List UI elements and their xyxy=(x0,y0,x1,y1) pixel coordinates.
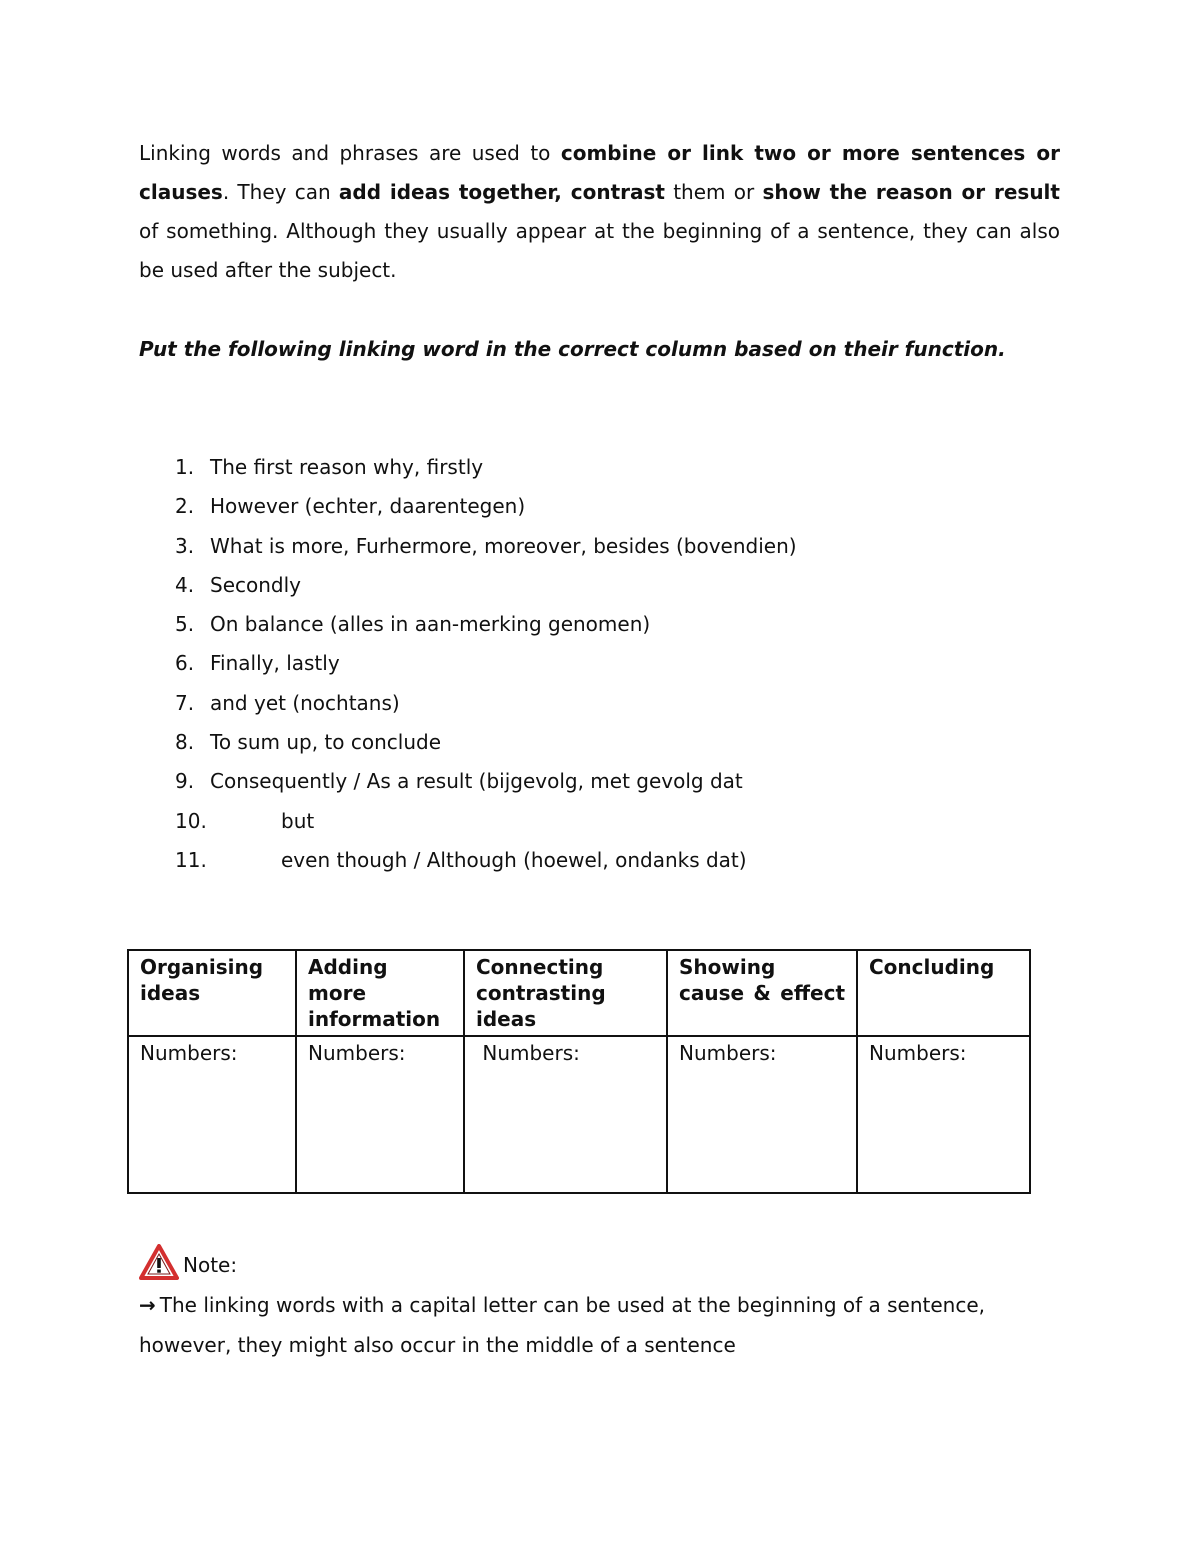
note-text: The linking words with a capital letter can be used at the beginning of a sentence, however, they might also occur in the middle of a sentence xyxy=(139,1293,986,1357)
list-item-text: On balance (alles in aan-merking genomen) xyxy=(210,612,651,637)
header-showing-cause-effect xyxy=(667,950,857,1036)
list-item-number: 5. xyxy=(175,612,195,637)
list-item-text: However (echter, daarentegen) xyxy=(210,494,526,519)
header-adding-more-information: Adding more information xyxy=(296,950,464,1036)
warning-triangle-icon xyxy=(139,1244,179,1280)
list-item xyxy=(139,566,1039,605)
answer-cell-organising[interactable]: Numbers: xyxy=(128,1036,296,1193)
list-item-number: 10. xyxy=(175,808,207,833)
instruction-text: Put the following linking word in the correct column based on their function. xyxy=(139,337,1006,361)
intro-text-2: . They can xyxy=(222,180,339,204)
note-section xyxy=(139,1245,1064,1365)
intro-bold-3: show the reason or result xyxy=(762,180,1060,204)
list-item-text: The first reason why, firstly xyxy=(210,455,484,479)
table-header-row xyxy=(128,950,1030,1036)
intro-bold-1: combine or link two or more sentences or clauses xyxy=(139,141,1061,204)
note-label: Note: xyxy=(183,1253,238,1277)
answer-cell-adding[interactable]: Numbers: xyxy=(296,1036,464,1193)
list-item xyxy=(139,527,1039,566)
list-item-text: Secondly xyxy=(210,572,301,597)
list-item-text: Finally, lastly xyxy=(210,651,340,676)
list-item xyxy=(139,841,1039,880)
note-heading xyxy=(139,1245,1064,1285)
list-item xyxy=(139,802,1039,841)
list-item-number: 6. xyxy=(175,651,195,676)
arrow-right-icon: → xyxy=(139,1293,156,1317)
list-item xyxy=(139,762,1039,801)
list-item-number: 9. xyxy=(175,769,195,794)
intro-text-3: them or xyxy=(664,180,763,204)
list-item-text: even though / Although (hoewel, ondanks dat) xyxy=(281,847,747,872)
list-item-text: but xyxy=(281,808,315,833)
list-item xyxy=(139,723,1039,762)
list-item xyxy=(139,684,1039,723)
header-connecting-contrasting-ideas: Connecting contrasting ideas xyxy=(464,950,667,1036)
note-body xyxy=(139,1285,1064,1365)
answer-cell-cause-effect[interactable]: Numbers: xyxy=(667,1036,857,1193)
table-row xyxy=(128,1036,1030,1193)
sorting-table xyxy=(127,949,1031,1194)
header-cause-effect-text: Showing cause & effect xyxy=(679,955,845,1005)
intro-bold-2: add ideas together, contrast xyxy=(338,180,665,204)
list-item-number: 8. xyxy=(175,730,195,755)
list-item-number: 7. xyxy=(175,690,195,715)
answer-cell-contrasting[interactable] xyxy=(464,1036,667,1193)
list-item xyxy=(139,605,1039,644)
list-item-number: 2. xyxy=(175,494,195,519)
linking-words-list xyxy=(139,448,1039,880)
list-item xyxy=(139,487,1039,526)
header-organising-ideas: Organising ideas xyxy=(128,950,296,1036)
intro-text-1: Linking words and phrases are used to xyxy=(139,141,561,165)
list-item-text: What is more, Furhermore, moreover, besides (bovendien) xyxy=(210,533,797,558)
list-item-number: 3. xyxy=(175,533,195,558)
list-item-text: Consequently / As a result (bijgevolg, met gevolg dat xyxy=(210,769,743,794)
header-concluding: Concluding xyxy=(857,950,1030,1036)
list-item-text: To sum up, to conclude xyxy=(210,730,442,755)
list-item xyxy=(139,448,1039,487)
list-item-number: 11. xyxy=(175,847,207,872)
list-item-number: 4. xyxy=(175,572,195,597)
answer-cell-contrasting-text: Numbers: xyxy=(482,1041,580,1065)
intro-text-4: of something. Although they usually appear at the beginning of a sentence, they can also be used after the subject. xyxy=(139,219,1060,282)
list-item xyxy=(139,644,1039,683)
answer-cell-concluding[interactable]: Numbers: xyxy=(857,1036,1030,1193)
intro-paragraph xyxy=(139,134,1060,290)
list-item-text: and yet (nochtans) xyxy=(210,690,400,715)
list-item-number: 1. xyxy=(175,455,195,479)
